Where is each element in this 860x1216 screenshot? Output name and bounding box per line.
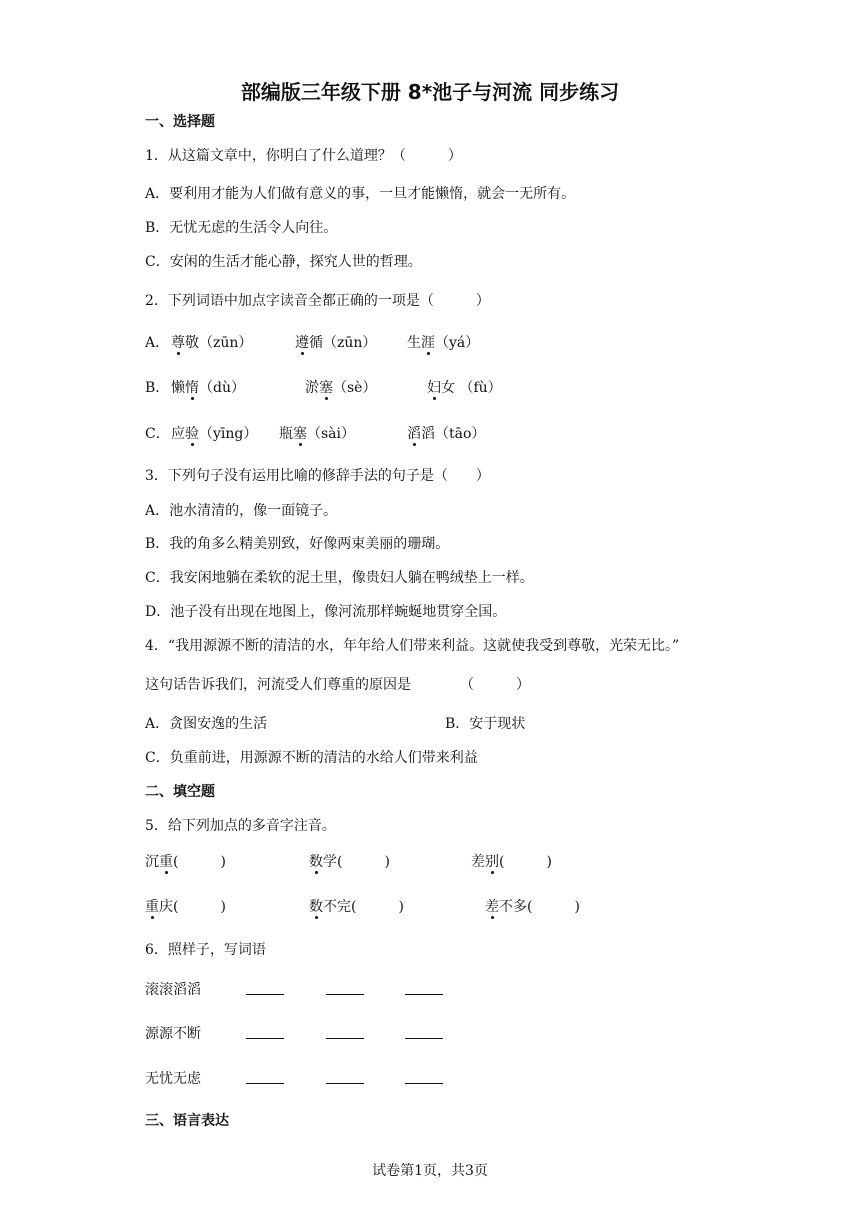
word-pre: 生 xyxy=(407,335,421,351)
answer-blank[interactable]: 不多( ) xyxy=(499,899,580,915)
dotted-char: 惰 xyxy=(185,380,199,396)
word-pre: 应 xyxy=(171,426,185,442)
dotted-char: 妇 xyxy=(427,380,441,396)
option-label: B． xyxy=(145,380,170,396)
question-3-option-b: B．我的角多么精美别致，好像两束美丽的珊瑚。 xyxy=(145,536,450,552)
page-footer: 试卷第1页，共3页 xyxy=(372,1163,488,1179)
word-pre: 懒 xyxy=(171,380,185,396)
word-item xyxy=(295,333,376,353)
question-5-row-1 xyxy=(145,852,705,874)
section-heading-fill: 二、填空题 xyxy=(145,784,215,800)
question-4-option-b: B．安于现状 xyxy=(445,716,526,732)
dotted-char: 塞 xyxy=(319,380,333,396)
answer-blank[interactable] xyxy=(326,1069,364,1084)
question-2-option-a xyxy=(145,333,745,355)
answer-blank[interactable]: ( ) xyxy=(173,854,226,870)
question-2-option-b xyxy=(145,378,745,400)
dotted-char: 数 xyxy=(309,854,323,870)
section-heading-expression: 三、语言表达 xyxy=(145,1113,229,1129)
question-3-stem: 3．下列句子没有运用比喻的修辞手法的句子是（ ） xyxy=(145,468,490,484)
word-rest: （yīng） xyxy=(199,426,258,442)
question-4-option-a: A．贪图安逸的生活 xyxy=(145,716,268,732)
word-rest: 敬（zūn） xyxy=(185,335,253,351)
word-rest: 循（zūn） xyxy=(309,335,377,351)
word-pre: 瓶 xyxy=(279,426,293,442)
dotted-char: 差 xyxy=(485,899,499,915)
answer-blank[interactable] xyxy=(246,980,284,995)
word-pre: 淤 xyxy=(305,380,319,396)
question-6-stem: 6．照样子，写词语 xyxy=(145,942,266,958)
answer-blank[interactable] xyxy=(246,1069,284,1084)
answer-blank[interactable] xyxy=(405,1069,443,1084)
word-item xyxy=(407,424,485,444)
question-5-row-2 xyxy=(145,897,705,919)
answer-blank[interactable]: 不完( ) xyxy=(323,899,404,915)
word-item xyxy=(305,378,376,398)
question-5-stem: 5．给下列加点的多音字注音。 xyxy=(145,818,336,834)
question-2-stem: 2．下列词语中加点字读音全都正确的一项是（ ） xyxy=(145,293,490,309)
dotted-char: 重 xyxy=(145,899,159,915)
question-4-stem-continued: 这句话告诉我们，河流受人们尊重的原因是 （ ） xyxy=(145,677,530,693)
word-item xyxy=(279,424,355,444)
word-item xyxy=(407,333,479,353)
word-item xyxy=(171,333,252,353)
answer-blank[interactable] xyxy=(326,1024,364,1039)
dotted-char: 尊 xyxy=(171,335,185,351)
dotted-char: 别 xyxy=(485,854,499,870)
answer-blank[interactable] xyxy=(326,980,364,995)
dotted-char: 重 xyxy=(159,854,173,870)
option-label: C． xyxy=(145,426,170,442)
question-6-row xyxy=(145,1069,465,1091)
question-4-option-c: C．负重前进，用源源不断的清洁的水给人们带来利益 xyxy=(145,750,478,766)
question-3-option-d: D．池子没有出现在地图上，像河流那样蜿蜒地贯穿全国。 xyxy=(145,604,507,620)
dotted-char: 数 xyxy=(309,899,323,915)
answer-blank[interactable] xyxy=(405,980,443,995)
answer-blank[interactable] xyxy=(405,1024,443,1039)
example-word: 源源不断 xyxy=(145,1026,201,1042)
pinyin-item xyxy=(471,852,552,872)
word-item xyxy=(171,378,245,398)
pinyin-item xyxy=(485,897,580,917)
dotted-char: 塞 xyxy=(293,426,307,442)
answer-blank[interactable]: 庆( ) xyxy=(159,899,226,915)
word-item xyxy=(427,378,502,398)
word-rest: （sài） xyxy=(307,426,356,442)
dotted-char: 涯 xyxy=(421,335,435,351)
question-2-option-c xyxy=(145,424,745,446)
question-6-row xyxy=(145,1024,465,1046)
example-word: 无忧无虑 xyxy=(145,1071,201,1087)
page-title: 部编版三年级下册 8*池子与河流 同步练习 xyxy=(240,80,620,104)
question-3-option-a: A．池水清清的，像一面镜子。 xyxy=(145,503,338,519)
answer-blank[interactable]: ( ) xyxy=(499,854,552,870)
pinyin-item xyxy=(309,852,390,872)
section-heading-choice: 一、选择题 xyxy=(145,114,215,130)
word-rest: 滔（tāo） xyxy=(421,426,486,442)
pinyin-item xyxy=(145,852,226,872)
word-rest: （yá） xyxy=(435,335,480,351)
question-1-option-a: A．要利用才能为人们做有意义的事，一旦才能懒惰，就会一无所有。 xyxy=(145,186,576,202)
word-rest: （dù） xyxy=(199,380,245,396)
example-word: 滚滚滔滔 xyxy=(145,982,201,998)
word-rest: 女 （fù） xyxy=(441,380,502,396)
question-6-row xyxy=(145,980,465,1002)
question-1-option-b: B．无忧无虑的生活令人向往。 xyxy=(145,220,338,236)
dotted-char: 遵 xyxy=(295,335,309,351)
pinyin-item xyxy=(145,897,226,917)
question-4-stem: 4．“我用源源不断的清洁的水，年年给人们带来利益。这就使我受到尊敬，光荣无比。” xyxy=(145,638,680,654)
pinyin-item xyxy=(309,897,404,917)
dotted-char: 滔 xyxy=(407,426,421,442)
word-item xyxy=(171,424,257,444)
answer-blank[interactable] xyxy=(246,1024,284,1039)
word-pre: 沉 xyxy=(145,854,159,870)
question-1-stem: 1．从这篇文章中，你明白了什么道理？（ ） xyxy=(145,148,462,164)
word-pre: 差 xyxy=(471,854,485,870)
word-rest: （sè） xyxy=(333,380,377,396)
option-label: A． xyxy=(145,335,170,351)
dotted-char: 验 xyxy=(185,426,199,442)
answer-blank[interactable]: 学( ) xyxy=(323,854,390,870)
question-4-options-row xyxy=(145,714,705,736)
question-3-option-c: C．我安闲地躺在柔软的泥土里，像贵妇人躺在鸭绒垫上一样。 xyxy=(145,570,534,586)
question-1-option-c: C．安闲的生活才能心静，探究人世的哲理。 xyxy=(145,254,422,270)
